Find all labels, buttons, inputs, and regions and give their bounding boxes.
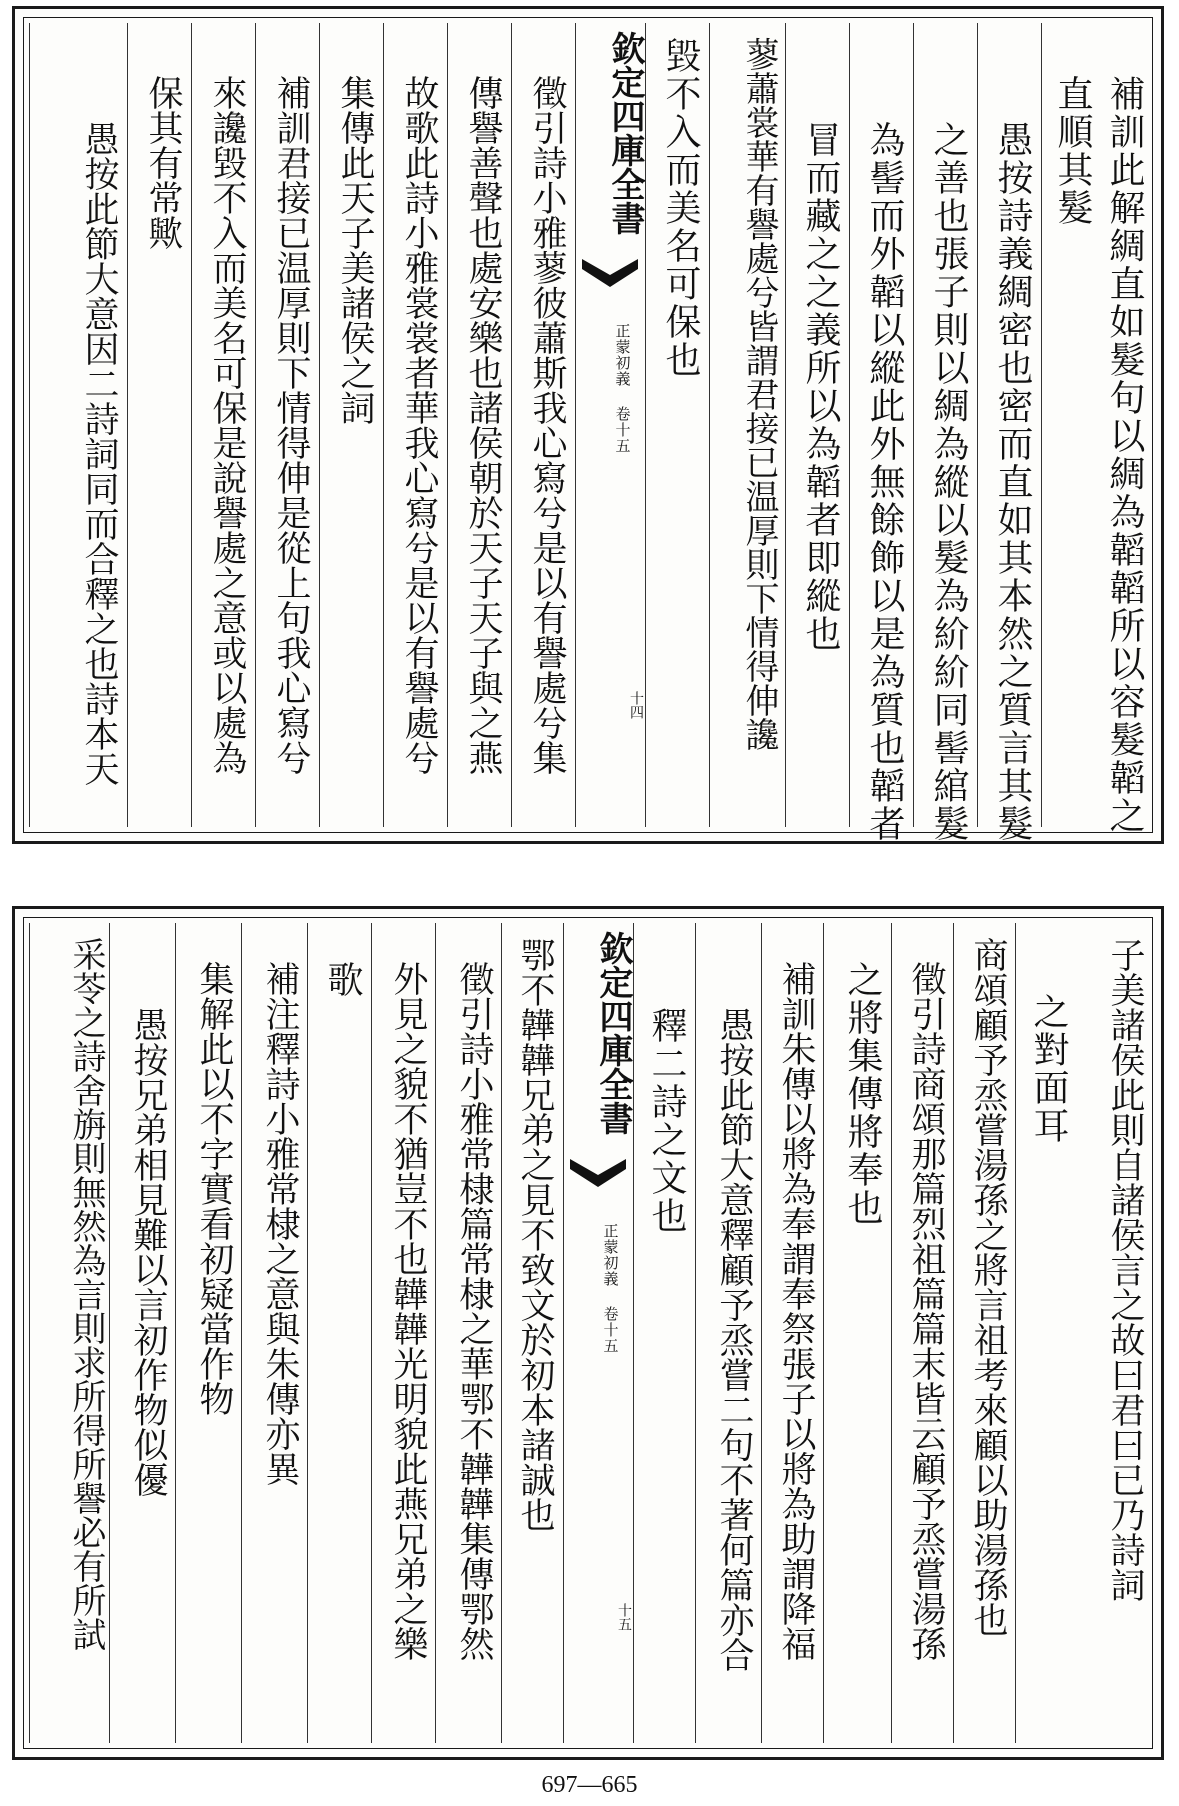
text-column	[849, 23, 913, 843]
text-column	[695, 923, 761, 1743]
column-text: 集傳此天子美諸侯之詞	[335, 75, 375, 425]
text-column	[175, 923, 241, 1743]
text-column	[255, 23, 319, 827]
text-column	[29, 923, 109, 1743]
column-text: 徵引詩商頌那篇烈祖篇篇末皆云顧予烝嘗湯孫	[906, 961, 946, 1661]
text-column	[891, 923, 953, 1743]
column-text: 商頌顧予烝嘗湯孫之將言祖考來顧以助湯孫也	[968, 937, 1008, 1637]
column-text: 集解此以不字實看初疑當作物	[194, 961, 234, 1416]
text-column	[447, 23, 511, 827]
column-text: 愚按詩義綢密也密而直如其本然之質言其髮	[992, 121, 1033, 843]
book-title: 正蒙初義 卷十五	[601, 1223, 620, 1354]
column-text: 補訓朱傳以將為奉謂奉祭張子以將為助謂降福	[776, 961, 816, 1661]
text-column	[1015, 923, 1077, 1743]
collection-title: 欽定四庫全書	[593, 931, 633, 1135]
column-text: 徵引詩小雅蓼彼蕭斯我心寫兮是以有譽處兮集	[527, 75, 567, 775]
book-title: 正蒙初義 卷十五	[613, 323, 632, 454]
text-column	[1041, 23, 1101, 827]
top-page	[12, 6, 1164, 844]
column-text: 愚按此節大意釋顧予烝嘗二句不著何篇亦合	[714, 1007, 754, 1672]
text-column	[435, 923, 501, 1743]
column-text: 子美諸侯此則自諸侯言之故曰君曰已乃詩詞	[1105, 937, 1145, 1602]
column-text: 外見之貌不猶豈不也韡韡光明貌此燕兄弟之樂	[388, 961, 428, 1661]
text-column	[709, 23, 785, 827]
text-column	[383, 23, 447, 827]
column-text: 故歌此詩小雅裳裳者華我心寫兮是以有譽處兮	[399, 75, 439, 775]
folio-number: 十五	[616, 1603, 632, 1631]
column-text: 徵引詩小雅常棣篇常棣之華鄂不韡韡集傳鄂然	[454, 961, 494, 1661]
collection-title: 欽定四庫全書	[605, 31, 645, 235]
column-text: 直順其髮	[1052, 75, 1093, 227]
text-column	[501, 923, 563, 1743]
column-text: 補訓君接已温厚則下情得伸是從上句我心寫兮	[271, 75, 311, 775]
text-column	[191, 23, 255, 827]
column-text: 釋二詩之文也	[646, 1007, 687, 1235]
column-text: 采苓之詩舍旃則無然為言則求所得所譽必有所試	[66, 937, 106, 1651]
text-column	[1101, 23, 1153, 835]
center-column	[575, 23, 645, 827]
column-text: 補訓此解綢直如髮句以綢為韜韜所以容髮韜之	[1104, 75, 1145, 835]
folio-number: 十四	[628, 691, 644, 719]
column-text: 補注釋詩小雅常棣之意與朱傳亦異	[260, 961, 300, 1486]
column-text: 之善也張子則以綢為縱以髮為紒紒同髻綰髮	[928, 121, 969, 843]
text-column	[977, 23, 1041, 843]
text-column	[371, 923, 435, 1743]
text-column	[307, 923, 371, 1743]
column-text: 毀不入而美名可保也	[660, 37, 701, 379]
text-column	[785, 23, 849, 827]
column-text: 傳譽善聲也處安樂也諸侯朝於天子天子與之燕	[463, 75, 503, 775]
bottom-page	[12, 906, 1164, 1760]
column-text: 歌	[322, 961, 363, 999]
column-text: 蓼蕭裳華有譽處兮皆謂君接已温厚則下情得伸讒	[739, 37, 779, 751]
page-number: 697—665	[541, 1772, 638, 1798]
text-column	[241, 923, 307, 1743]
column-text: 愚按兄弟相見難以言初作物似優	[128, 1007, 168, 1497]
column-text: 鄂不韡韡兄弟之見不致文於初本諸誠也	[515, 937, 555, 1532]
text-column	[109, 923, 175, 1743]
text-column	[645, 23, 709, 827]
text-column	[29, 23, 127, 827]
fish-tail-ornament	[568, 1155, 628, 1191]
column-text: 保其有常歟	[143, 75, 183, 250]
column-text: 之對面耳	[1028, 993, 1069, 1145]
column-text: 來讒毀不入而美名可保是說譽處之意或以處為	[207, 75, 247, 775]
text-column	[127, 23, 191, 827]
text-column	[633, 923, 695, 1743]
text-column	[1077, 923, 1153, 1743]
text-column	[761, 923, 823, 1743]
column-text: 為髻而外韜以縱此外無餘飾以是為質也韜者	[864, 121, 905, 843]
text-column	[953, 923, 1015, 1743]
text-column	[319, 23, 383, 827]
text-column	[823, 923, 891, 1743]
column-text: 冒而藏之之義所以為韜者即縱也	[800, 121, 841, 653]
text-column	[913, 23, 977, 843]
column-text: 愚按此節大意因二詩詞同而合釋之也詩本天	[79, 121, 119, 786]
fish-tail-ornament	[580, 255, 640, 291]
text-column	[511, 23, 575, 827]
center-column	[563, 923, 633, 1743]
column-text: 之將集傳將奉也	[842, 961, 883, 1227]
